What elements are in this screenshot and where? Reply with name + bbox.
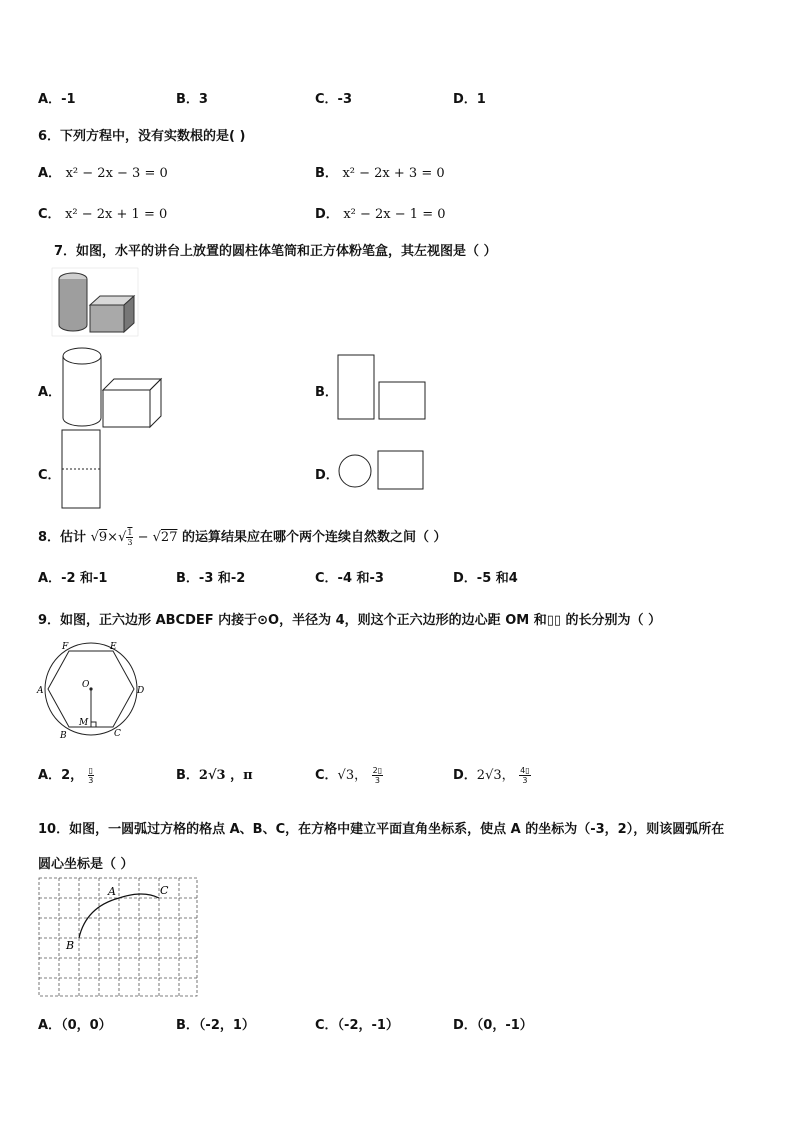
q9-option-a: A．2， $\frac{▯}{3}$ — [38, 766, 94, 785]
q7-main-figure — [52, 268, 142, 338]
q8-option-b: B．-3 和-2 — [176, 571, 246, 586]
q6-option-d: D． x² − 2x − 1 = 0 — [315, 207, 446, 222]
q7-option-b-label: B． — [315, 385, 338, 400]
q9-stem: 9．如图，正六边形 ABCDEF 内接于⊙O，半径为 4，则这个正六边形的边心距 OM 和▯▯ 的长分别为（ ） — [38, 613, 662, 628]
q5-option-b: B．3 — [176, 92, 208, 107]
q7-option-b-figure — [337, 354, 429, 422]
q8-option-a: A．-2 和-1 — [38, 571, 108, 586]
q7-stem: 7．如图，水平的讲台上放置的圆柱体笔筒和正方体粉笔盒，其左视图是（ ） — [54, 244, 497, 259]
q10-stem-line2: 圆心坐标是（ ） — [38, 857, 134, 872]
q6-option-c: C． x² − 2x + 1 = 0 — [38, 207, 168, 222]
q9-label-o: O — [82, 680, 90, 690]
q10-option-a: A．（0，0） — [38, 1018, 112, 1033]
q10-label-b: B — [66, 939, 75, 952]
q9-label-c: C — [114, 729, 121, 739]
q9-option-b: B．2√3 ，π — [176, 768, 253, 783]
q9-label-f: F — [62, 642, 69, 652]
q10-grid-figure — [38, 877, 200, 999]
q8-option-c: C．-4 和-3 — [315, 571, 384, 586]
q9-label-e: E — [110, 642, 117, 652]
q10-stem-line1: 10．如图，一圆弧过方格的格点 A、B、C，在方格中建立平面直角坐标系，使点 A 的坐标为（-3，2），则该圆弧所在 — [38, 822, 725, 837]
q8-expression: √9×√ $\frac{1}{3}$ − √27 — [90, 528, 178, 547]
q7-option-c-label: C． — [38, 468, 61, 483]
q7-option-d-label: D． — [315, 468, 339, 483]
q9-label-d: D — [137, 686, 145, 696]
q8-option-d: D．-5 和4 — [453, 571, 518, 586]
q6-stem: 6．下列方程中，没有实数根的是( ) — [38, 129, 246, 144]
q5-option-a: A．-1 — [38, 92, 76, 107]
q10-label-c: C — [160, 884, 169, 897]
q10-option-d: D．（0，-1） — [453, 1018, 533, 1033]
q9-option-d: D．2√3， $\frac{4▯}{3}$ — [453, 766, 530, 785]
q7-option-c-figure — [60, 429, 105, 511]
q10-option-c: C．（-2，-1） — [315, 1018, 399, 1033]
q8-stem: 8．估计 √9×√ $\frac{1}{3}$ − √27 的运算结果应在哪个两个连续自然数之间（ ） — [38, 528, 447, 547]
q7-option-a-figure — [60, 346, 165, 431]
q9-label-b: B — [60, 731, 67, 741]
q5-option-d: D．1 — [453, 92, 486, 107]
q7-option-d-figure — [338, 449, 426, 493]
q9-option-c: C．√3， $\frac{2▯}{3}$ — [315, 766, 383, 785]
q9-label-m: M — [79, 718, 89, 728]
q9-hexagon-figure — [34, 640, 154, 745]
q5-option-c: C．-3 — [315, 92, 352, 107]
q6-option-a: A． x² − 2x − 3 = 0 — [38, 166, 168, 181]
q9-label-a: A — [37, 686, 44, 696]
q10-option-b: B．（-2，1） — [176, 1018, 255, 1033]
q7-option-a-label: A． — [38, 385, 62, 400]
q6-option-b: B． x² − 2x + 3 = 0 — [315, 166, 445, 181]
q10-label-a: A — [108, 885, 116, 898]
